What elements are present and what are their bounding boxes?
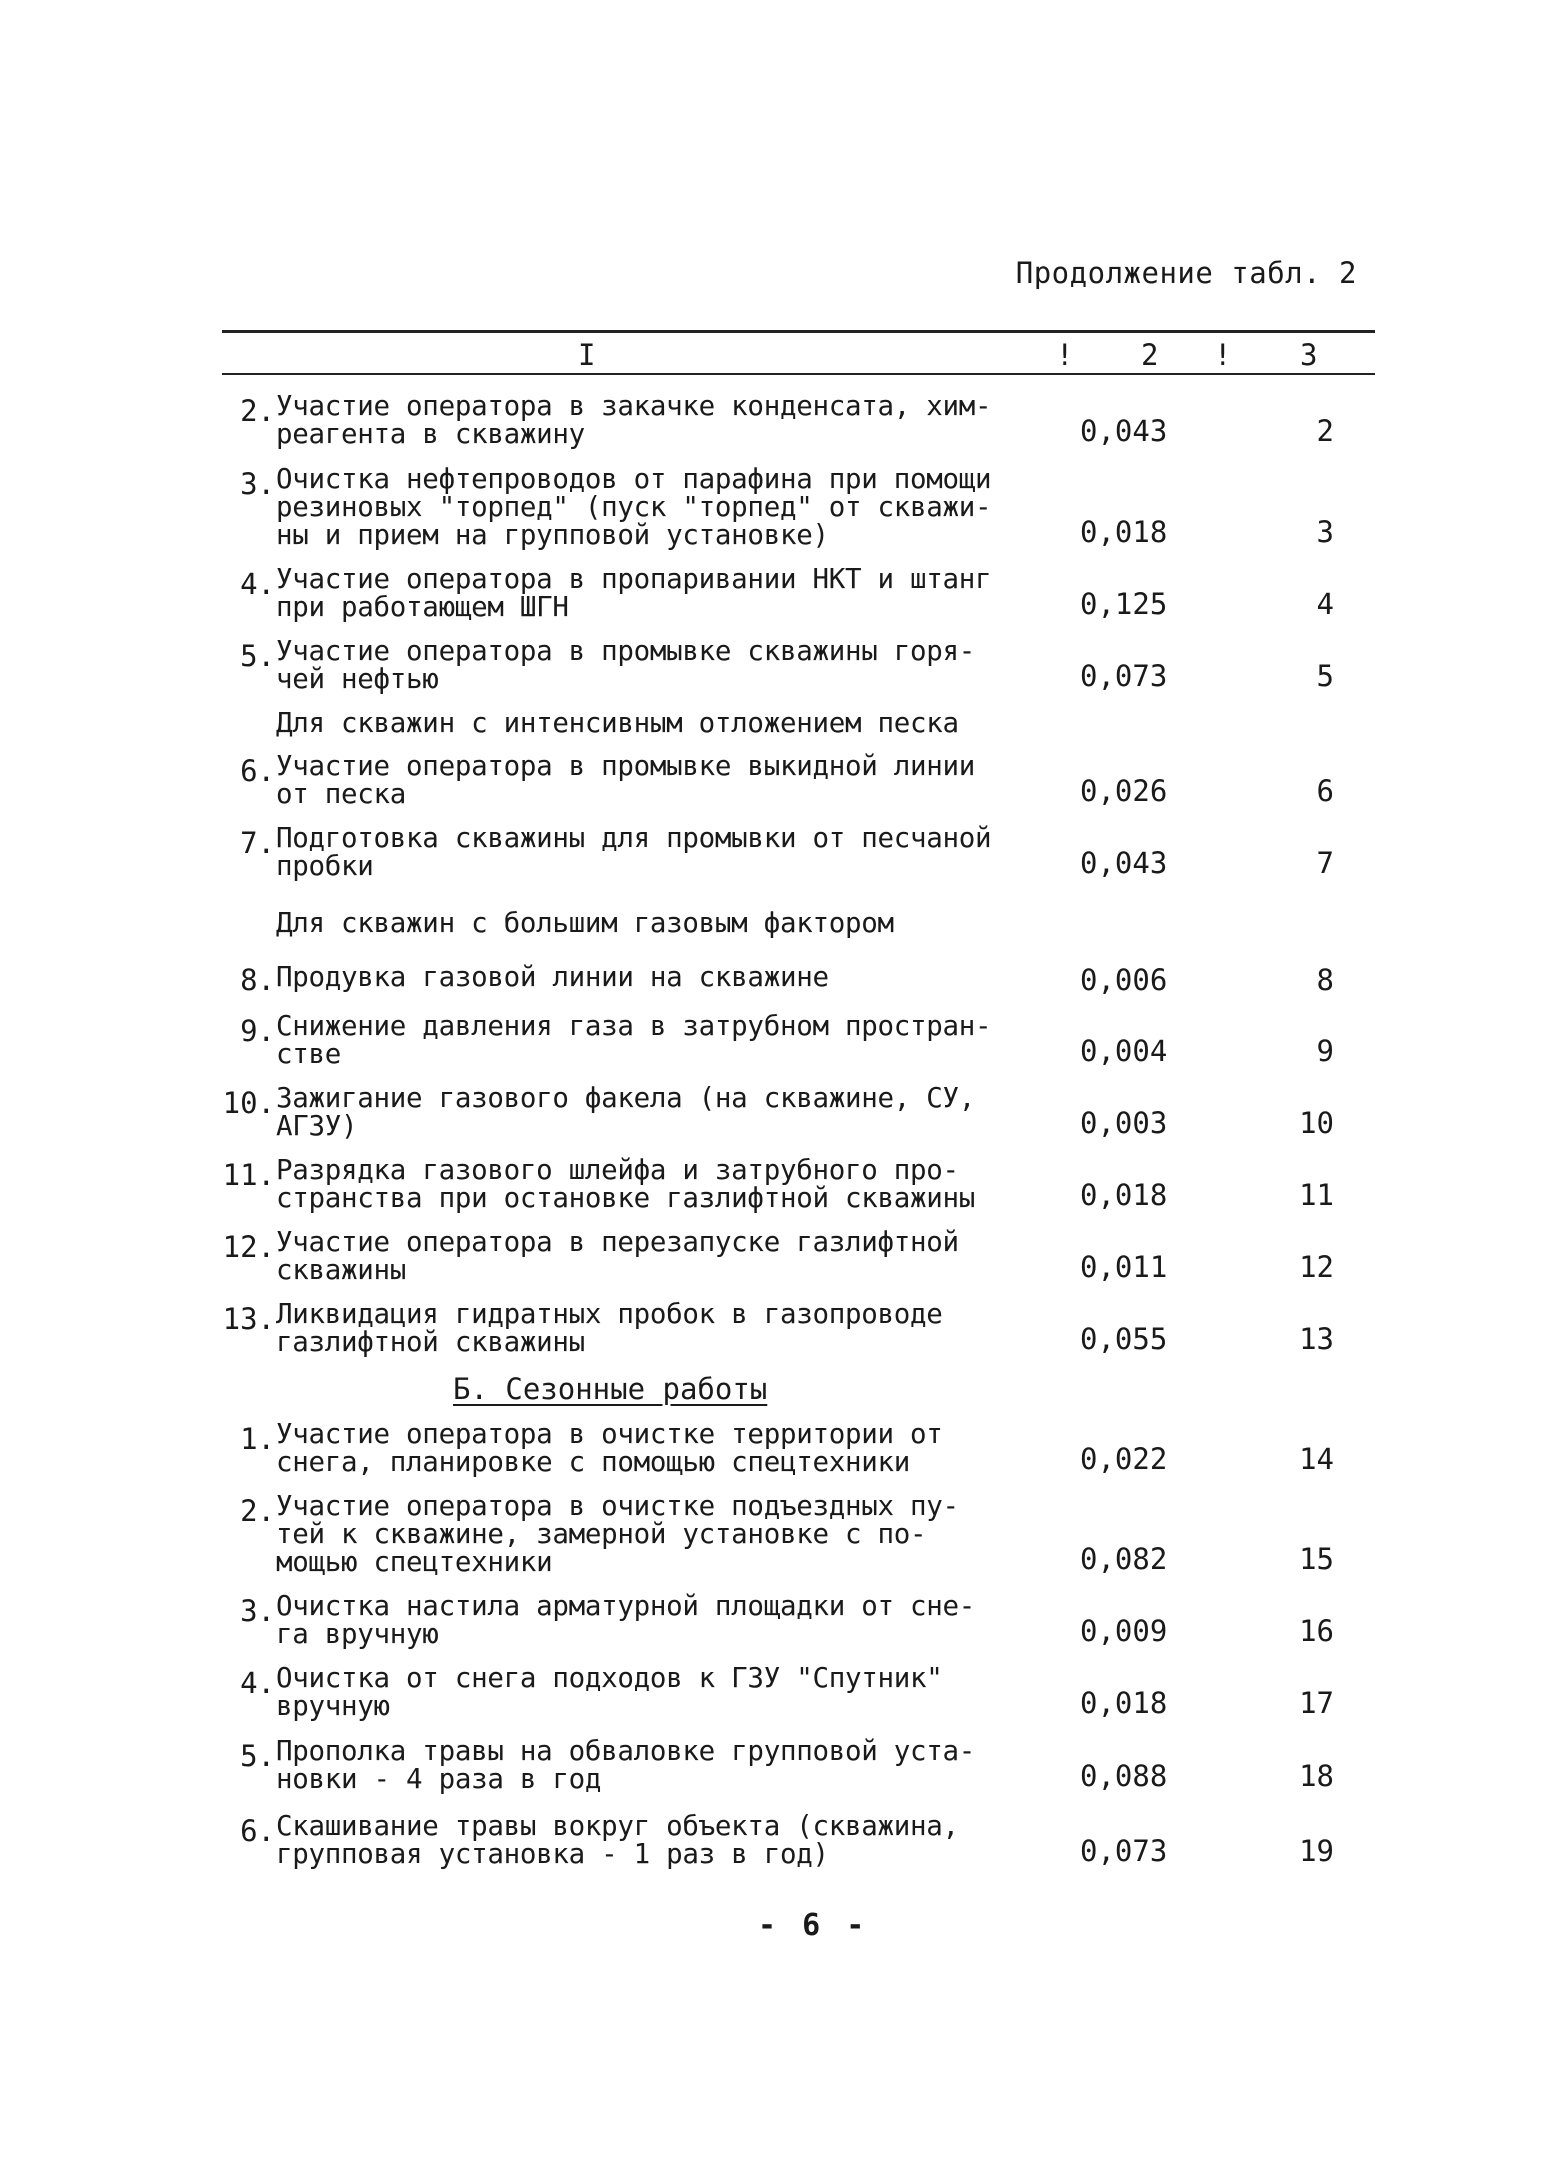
row-value: 0,009	[1080, 1614, 1168, 1648]
row-description: Участие оператора в перезапуске газлифтной скважины	[276, 1226, 959, 1286]
row-description: Скашивание травы вокруг объекта (скважина, групповая установка - 1 раз в год)	[276, 1810, 959, 1870]
row-number: 4.	[240, 1666, 275, 1700]
row-description: Разрядка газового шлейфа и затрубного про- странства при остановке газлифтной скважины	[276, 1154, 976, 1214]
row-number: 8.	[240, 963, 275, 997]
row-value: 0,088	[1080, 1759, 1168, 1793]
row-description: Зажигание газового факела (на скважине, СУ, АГЗУ)	[276, 1082, 976, 1142]
page-number: - 6 -	[758, 1908, 869, 1943]
row-description: Снижение давления газа в затрубном простран- стве	[276, 1010, 992, 1070]
row-code: 15	[1299, 1542, 1334, 1576]
row-code: 6	[1316, 774, 1334, 808]
row-number: 5.	[240, 639, 275, 673]
row-value: 0,082	[1080, 1542, 1168, 1576]
row-description: Очистка настила арматурной площадки от сне- га вручную	[276, 1590, 976, 1650]
row-number: 13.	[222, 1302, 275, 1336]
row-description: Участие оператора в промывке выкидной линии от песка	[276, 750, 976, 810]
subheading-gas: Для скважин с большим газовым фактором	[276, 907, 894, 939]
subheading-sand: Для скважин с интенсивным отложением песка	[276, 707, 959, 739]
row-value: 0,043	[1080, 846, 1168, 880]
row-value: 0,125	[1080, 587, 1168, 621]
row-number: 1.	[240, 1422, 275, 1456]
row-code: 8	[1316, 963, 1334, 997]
row-number: 3.	[240, 467, 275, 501]
row-value: 0,043	[1080, 414, 1168, 448]
row-number: 2.	[240, 1494, 275, 1528]
row-code: 7	[1316, 846, 1334, 880]
table-row	[0, 824, 1559, 894]
row-code: 18	[1299, 1759, 1334, 1793]
row-value: 0,022	[1080, 1442, 1168, 1476]
row-description: Участие оператора в закачке конденсата, хим- реагента в скважину	[276, 390, 992, 450]
section-heading-seasonal: Б. Сезонные работы	[453, 1372, 768, 1406]
table-row	[0, 1300, 1559, 1370]
row-number: 9.	[240, 1014, 275, 1048]
row-number: 11.	[222, 1158, 275, 1192]
row-number: 6.	[240, 1814, 275, 1848]
row-code: 3	[1316, 515, 1334, 549]
row-value: 0,018	[1080, 1178, 1168, 1212]
row-code: 12	[1299, 1250, 1334, 1284]
row-number: 6.	[240, 754, 275, 788]
row-value: 0,018	[1080, 515, 1168, 549]
row-value: 0,003	[1080, 1106, 1168, 1140]
row-description: Очистка от снега подходов к ГЗУ "Спутник" вручную	[276, 1662, 943, 1722]
row-code: 17	[1299, 1686, 1334, 1720]
row-code: 16	[1299, 1614, 1334, 1648]
row-value: 0,004	[1080, 1034, 1168, 1068]
row-value: 0,073	[1080, 1834, 1168, 1868]
row-number: 10.	[222, 1086, 275, 1120]
row-code: 5	[1316, 659, 1334, 693]
row-value: 0,055	[1080, 1322, 1168, 1356]
table-row	[0, 752, 1559, 822]
row-code: 10	[1299, 1106, 1334, 1140]
row-number: 2.	[240, 394, 275, 428]
row-number: 7.	[240, 826, 275, 860]
table-continuation-label: Продолжение табл. 2	[1015, 256, 1357, 290]
column-header-3: 3	[1300, 338, 1318, 372]
row-description: Подготовка скважины для промывки от песчаной пробки	[276, 822, 992, 882]
table-row	[0, 565, 1559, 635]
row-number: 12.	[222, 1230, 275, 1264]
table-row	[0, 1490, 1559, 1578]
row-description: Участие оператора в очистке подъездных пу- тей к скважине, замерной установке с по- мощью спецтехники	[276, 1490, 959, 1578]
table-row	[0, 1420, 1559, 1490]
table-row	[0, 1664, 1559, 1734]
row-description: Продувка газовой линии на скважине	[276, 961, 829, 993]
column-separator: !	[1056, 338, 1074, 372]
row-number: 4.	[240, 567, 275, 601]
column-header-1: I	[578, 338, 596, 372]
row-code: 11	[1299, 1178, 1334, 1212]
row-code: 2	[1316, 414, 1334, 448]
row-description: Участие оператора в очистке территории от снега, планировке с помощью спецтехники	[276, 1418, 943, 1478]
row-number: 5.	[240, 1739, 275, 1773]
row-value: 0,011	[1080, 1250, 1168, 1284]
table-header-rule	[222, 373, 1375, 375]
table-row	[0, 1156, 1559, 1226]
row-description: Участие оператора в пропаривании НКТ и штанг при работающем ШГН	[276, 563, 992, 623]
row-description: Прополка травы на обваловке групповой уста- новки - 4 раза в год	[276, 1735, 976, 1795]
row-code: 9	[1316, 1034, 1334, 1068]
table-row	[0, 1812, 1559, 1882]
table-row	[0, 1737, 1559, 1807]
row-value: 0,073	[1080, 659, 1168, 693]
table-row	[0, 392, 1559, 462]
row-description: Ликвидация гидратных пробок в газопроводе газлифтной скважины	[276, 1298, 943, 1358]
row-code: 13	[1299, 1322, 1334, 1356]
row-number: 3.	[240, 1594, 275, 1628]
table-row	[0, 463, 1559, 551]
row-value: 0,018	[1080, 1686, 1168, 1720]
column-header-2: 2	[1141, 338, 1159, 372]
table-row	[0, 1012, 1559, 1082]
row-code: 4	[1316, 587, 1334, 621]
table-row	[0, 1228, 1559, 1298]
table-row	[0, 1592, 1559, 1662]
row-description: Очистка нефтепроводов от парафина при помощи резиновых "торпед" (пуск "торпед" от скважи- ны и прием на групповой установке)	[276, 463, 992, 551]
row-value: 0,026	[1080, 774, 1168, 808]
row-description: Участие оператора в промывке скважины горя- чей нефтью	[276, 635, 976, 695]
row-code: 19	[1299, 1834, 1334, 1868]
table-top-rule	[222, 330, 1375, 333]
table-row	[0, 1084, 1559, 1154]
table-row	[0, 637, 1559, 707]
column-separator: !	[1214, 338, 1232, 372]
row-code: 14	[1299, 1442, 1334, 1476]
row-value: 0,006	[1080, 963, 1168, 997]
